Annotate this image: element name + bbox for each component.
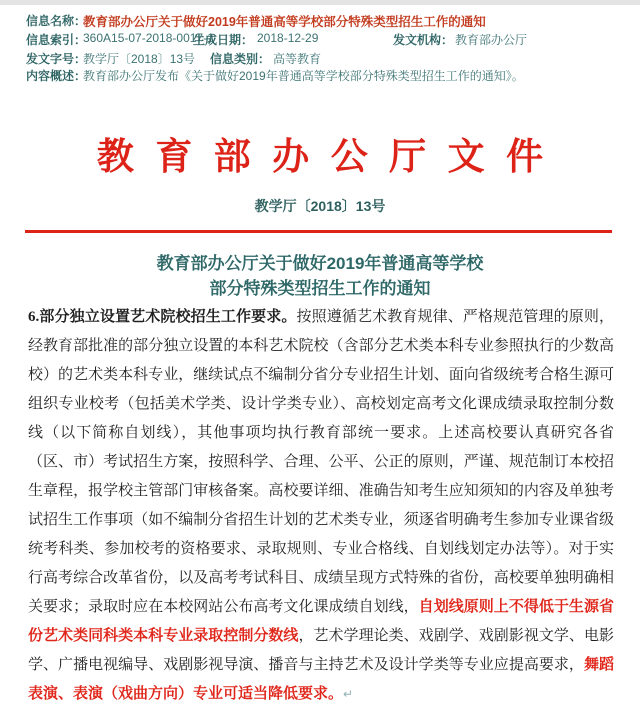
- info-row-index: [0, 31, 640, 48]
- category-value: 高等教育: [273, 52, 322, 66]
- doc-number-label: 发文字号：: [26, 52, 87, 66]
- paragraph-return-mark: ↵: [343, 687, 354, 701]
- body-red-highlight-2: 舞蹈表演、表演（戏曲方向）专业可适当降低要求。: [28, 657, 614, 702]
- info-index-label: 信息索引：: [26, 33, 87, 47]
- top-border: [0, 0, 640, 5]
- info-row-name: [0, 12, 640, 29]
- body-text-2: ，艺术学理论类、戏剧学、戏剧影视文学、电影学、广播电视编导、戏剧影视导演、播音与主持艺术及设计学类等专业应提高要求，: [28, 628, 614, 673]
- body-lead-bold: 6.部分独立设置艺术院校招生工作要求。: [28, 309, 297, 325]
- summary-value: 教育部办公厅发布《关于做好2019年普通高等学校部分特殊类型招生工作的通知》。: [83, 69, 524, 83]
- issuer-label: 发文机构：: [393, 33, 454, 47]
- gen-date-value: 2018-12-29: [257, 31, 319, 45]
- letterhead-title: 教育部办公厅文件: [96, 137, 565, 178]
- document-title-line2: 部分特殊类型招生工作的通知: [209, 279, 431, 298]
- category-label: 信息类别：: [210, 52, 271, 66]
- body-red-highlight-1: 自划线原则上不得低于生源省份艺术类同科类本科专业录取控制分数线: [28, 599, 614, 644]
- document-title: [0, 251, 640, 301]
- letterhead-divider: [25, 230, 612, 233]
- document-title-line1: 教育部办公厅关于做好2019年普通高等学校: [156, 254, 484, 273]
- info-row-summary: [0, 67, 640, 84]
- letterhead-doc-number: 教学厅〔2018〕13号: [254, 198, 386, 214]
- gen-date-label: 生成日期：: [193, 33, 254, 47]
- body-text-1: 按照遵循艺术教育规律、严格规范管理的原则，经教育部批准的部分独立设置的本科艺术院校（含部分艺术类本科专业参照执行的少数高校）的艺术类本科专业，继续试点不编制分省分专业招生计划、面向省级统考合格生源可组织专业校考（包括美术学类、设计学类专业）、高校划定高考文化课成绩录取控制分数线（以下简称自划线），其他事项均执行教育部统一要求。上述高校要认真研究各省（区、市）考试招生方案，按照科学、合理、公平、公正的原则，严谨、规范制订本校招生章程，报学校主管部门审核备案。高校要详细、准确告知考生应知须知的内容及单独考试招生工作事项（如不编制分省招生计划的艺术类专业，须逐省明确考生参加专业课省级统考科类、参加校考的资格要求、录取规则、专业合格线、自划线划定办法等）。对于实行高考综合改革省份，以及高考考试科目、成绩呈现方式特殊的省份，高校要单独明确相关要求；录取时应在本校网站公布高考文化课成绩自划线，: [28, 309, 614, 615]
- info-name-label: 信息名称：: [26, 14, 87, 28]
- info-index-value: 360A15-07-2018-0017-1: [83, 31, 214, 45]
- info-row-docnumber: [0, 50, 640, 67]
- summary-label: 内容概述：: [26, 69, 87, 83]
- document-body-paragraph: [28, 303, 614, 709]
- info-name-value: 教育部办公厅关于做好2019年普通高等学校部分特殊类型招生工作的通知: [83, 15, 486, 29]
- doc-number-value: 教学厅〔2018〕13号: [83, 52, 196, 66]
- issuer-value: 教育部办公厅: [455, 33, 528, 47]
